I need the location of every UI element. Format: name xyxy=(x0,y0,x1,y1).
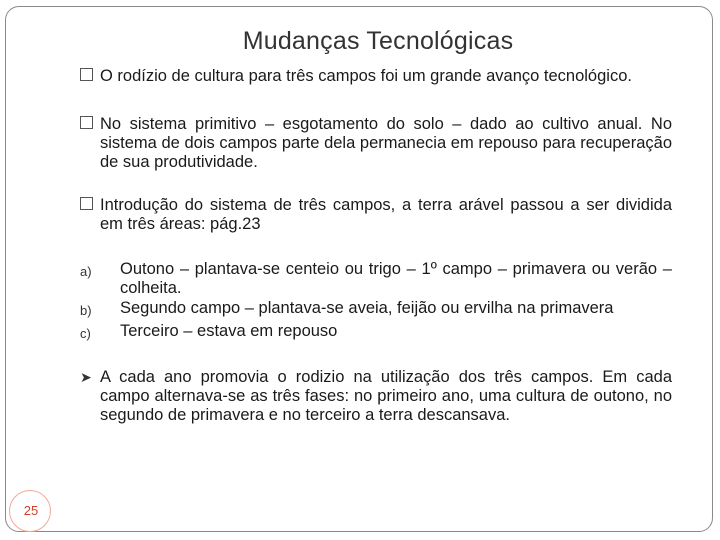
bullet-3 xyxy=(80,196,672,234)
bullet-2 xyxy=(80,115,672,172)
arrow-bullet-icon: ➤ xyxy=(80,369,92,385)
page-number-badge xyxy=(9,490,51,532)
sub-item-letter: a) xyxy=(80,264,92,279)
sub-item-text: Outono – plantava-se centeio ou trigo – 1º campo – primavera ou verão – colheita. xyxy=(120,260,672,297)
sub-item-b xyxy=(80,299,672,318)
slide-title: Mudanças Tecnológicas xyxy=(242,27,514,55)
arrow-bullet-text: A cada ano promovia o rodizio na utilização dos três campos. Em cada campo alternava-se as três fases: no primeiro ano, uma cultura de outono, no segundo de primavera e no terceiro a terra descansava. xyxy=(100,368,672,424)
bullet-3-text: Introdução do sistema de três campos, a terra arável passou a ser dividida em três áreas: pág.23 xyxy=(100,196,672,233)
checkbox-bullet-icon xyxy=(80,116,93,129)
sub-item-c xyxy=(80,322,672,341)
bullet-1 xyxy=(80,67,672,86)
page-number: 25 xyxy=(23,503,39,518)
checkbox-bullet-icon xyxy=(80,197,93,210)
sub-item-letter: b) xyxy=(80,303,92,318)
checkbox-bullet-icon xyxy=(80,68,93,81)
sub-item-a xyxy=(80,260,672,298)
bullet-1-text: O rodízio de cultura para três campos foi um grande avanço tecnológico. xyxy=(100,67,632,85)
sub-item-text: Terceiro – estava em repouso xyxy=(120,322,338,340)
arrow-bullet xyxy=(80,368,672,425)
bullet-2-text: No sistema primitivo – esgotamento do solo – dado ao cultivo anual. No sistema de dois campos parte dela permanecia em repouso para recuperação de sua produtividade. xyxy=(100,115,672,171)
sub-item-letter: c) xyxy=(80,326,91,341)
sub-item-text: Segundo campo – plantava-se aveia, feijão ou ervilha na primavera xyxy=(120,299,614,317)
